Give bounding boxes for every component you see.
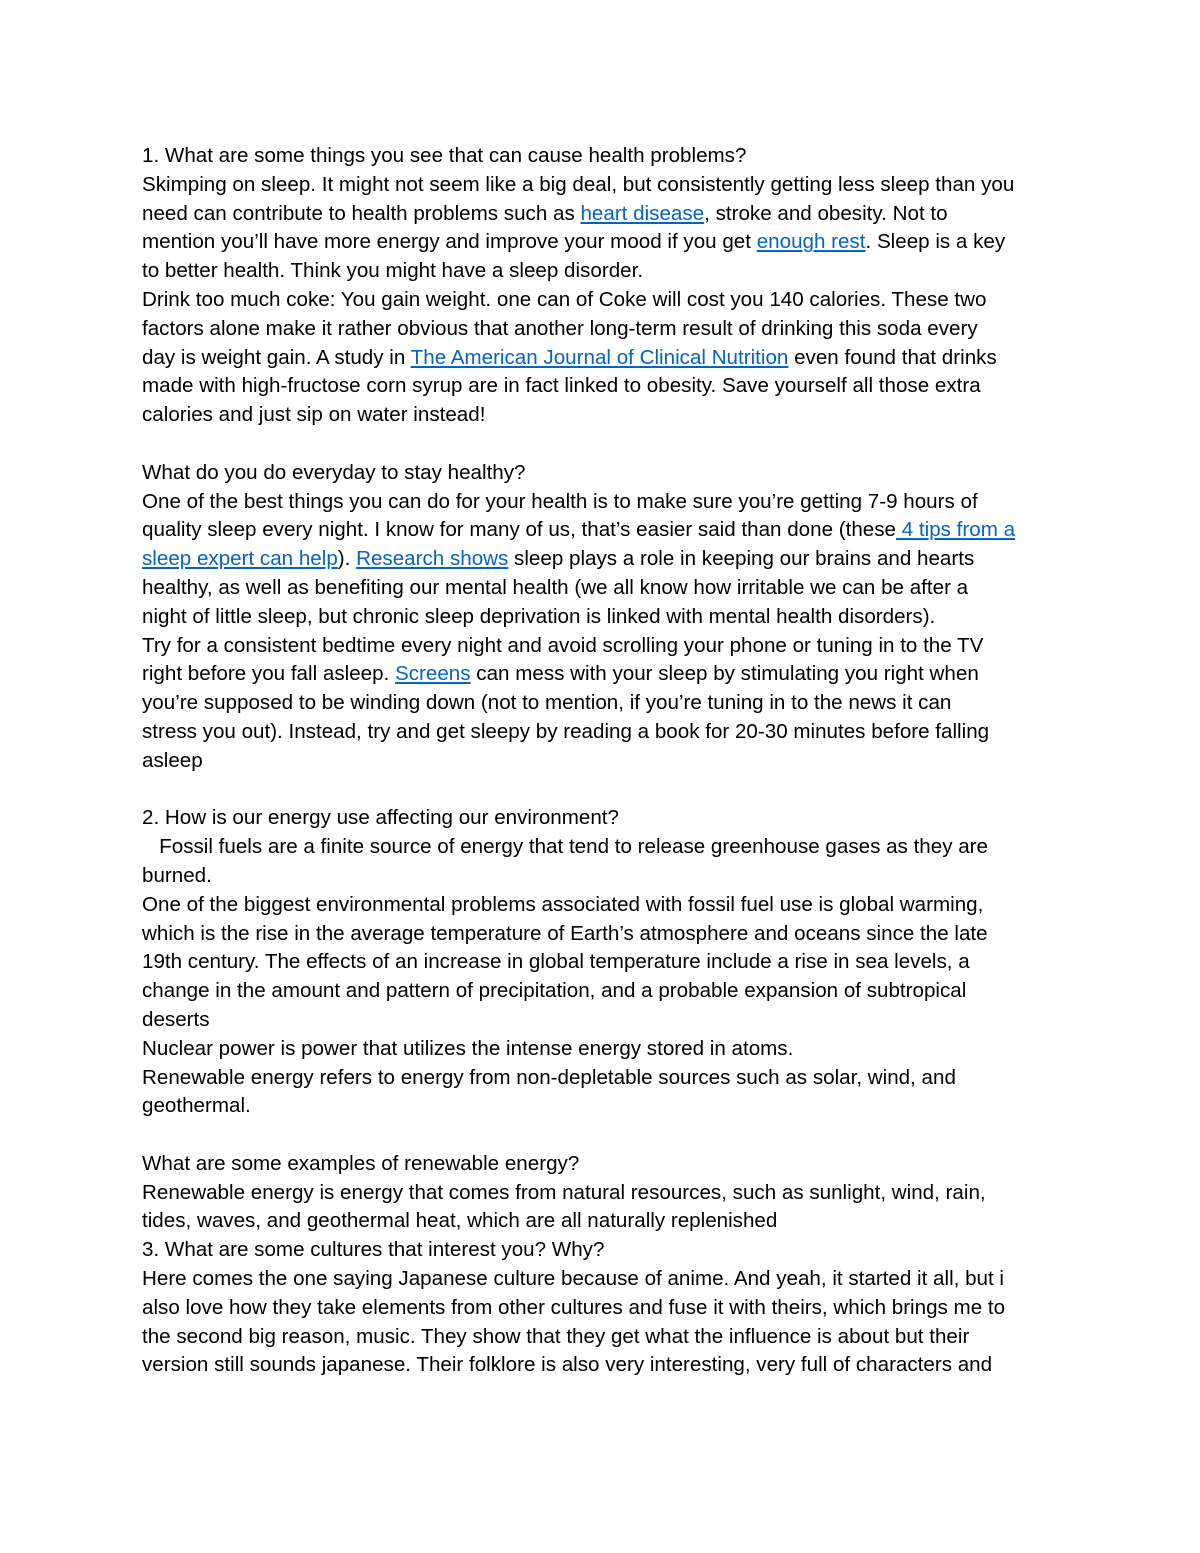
text-line: deserts (142, 1007, 210, 1031)
text-line (142, 516, 1067, 545)
text-line: One of the biggest environmental problems associated with fossil fuel use is global warming, (142, 892, 984, 916)
question-renewable-heading: What are some examples of renewable energy? (142, 1151, 580, 1175)
text-line: Try for a consistent bedtime every night and avoid scrolling your phone or tuning in to the TV (142, 633, 984, 657)
text-line: asleep (142, 748, 203, 772)
text-run: need can contribute to health problems such as (142, 201, 581, 225)
text-run: . Sleep is a key (865, 230, 1006, 254)
text-line (142, 200, 1067, 229)
text-run: even found that drinks (788, 345, 997, 369)
text-line: Nuclear power is power that utilizes the intense energy stored in atoms. (142, 1036, 794, 1060)
blank-line (142, 776, 1067, 805)
text-run: sleep plays a role in keeping our brains and hearts (508, 547, 975, 571)
text-line: stress you out). Instead, try and get sleepy by reading a book for 20-30 minutes before falling (142, 719, 990, 743)
text-line: geothermal. (142, 1094, 251, 1118)
text-line: also love how they take elements from other cultures and fuse it with theirs, which brings me to (142, 1295, 1006, 1319)
text-line: healthy, as well as benefiting our mental health (we all know how irritable we can be after a (142, 575, 969, 599)
text-line: the second big reason, music. They show that they get what the influence is about but their (142, 1324, 970, 1348)
text-line: which is the rise in the average temperature of Earth’s atmosphere and oceans since the late (142, 921, 988, 945)
text-run: mention you’ll have more energy and improve your mood if you get (142, 230, 757, 254)
text-line (142, 660, 1067, 689)
text-line: tides, waves, and geothermal heat, which are all naturally replenished (142, 1209, 778, 1233)
text-line: factors alone make it rather obvious that another long-term result of drinking this soda every (142, 316, 978, 340)
text-line: burned. (142, 863, 212, 887)
text-line: Skimping on sleep. It might not seem like a big deal, but consistently getting less sleep than you (142, 172, 1015, 196)
text-run: day is weight gain. A study in (142, 345, 411, 369)
link-research-shows[interactable]: Research shows (356, 547, 509, 571)
question-2-heading: 2. How is our energy use affecting our environment? (142, 806, 619, 830)
link-sleep-expert-tips-cont[interactable]: sleep expert can help (142, 547, 338, 571)
text-line: Renewable energy refers to energy from non-depletable sources such as solar, wind, and (142, 1065, 956, 1089)
text-line: change in the amount and pattern of precipitation, and a probable expansion of subtropical (142, 979, 967, 1003)
question-3-heading: 3. What are some cultures that interest you? Why? (142, 1238, 605, 1262)
text-run: , stroke and obesity. Not to (704, 201, 948, 225)
document-page (142, 142, 1067, 1380)
text-line: to better health. Think you might have a sleep disorder. (142, 259, 644, 283)
text-run: ). (337, 547, 357, 571)
question-1-heading: 1. What are some things you see that can cause health problems? (142, 144, 747, 167)
text-line: night of little sleep, but chronic sleep deprivation is linked with mental health disorders). (142, 604, 936, 628)
question-healthy-heading: What do you do everyday to stay healthy? (142, 460, 526, 484)
text-line (142, 545, 1067, 574)
text-line: Here comes the one saying Japanese culture because of anime. And yeah, it started it all, but i (142, 1267, 1005, 1291)
text-run: right before you fall asleep. (142, 662, 395, 686)
blank-line (142, 430, 1067, 459)
link-american-journal-clinical-nutrition[interactable]: The American Journal of Clinical Nutrition (410, 345, 789, 369)
text-line: Renewable energy is energy that comes from natural resources, such as sunlight, wind, rain, (142, 1180, 986, 1204)
link-heart-disease[interactable]: heart disease (580, 201, 705, 225)
link-sleep-expert-tips[interactable]: 4 tips from a (896, 518, 1016, 542)
link-screens[interactable]: Screens (395, 662, 471, 686)
text-line: Fossil fuels are a finite source of energy that tend to release greenhouse gases as they are (142, 835, 988, 859)
text-line: calories and just sip on water instead! (142, 403, 486, 427)
text-line: version still sounds japanese. Their folklore is also very interesting, very full of characters and (142, 1353, 993, 1377)
text-line: One of the best things you can do for your health is to make sure you’re getting 7-9 hours of (142, 489, 978, 513)
text-line: Drink too much coke: You gain weight. one can of Coke will cost you 140 calories. These two (142, 287, 987, 311)
text-line: you’re supposed to be winding down (not to mention, if you’re tuning in to the news it can (142, 691, 952, 715)
blank-line (142, 1121, 1067, 1150)
text-run: can mess with your sleep by stimulating you right when (470, 662, 979, 686)
text-line (142, 228, 1067, 257)
text-line: 19th century. The effects of an increase in global temperature include a rise in sea levels, a (142, 950, 970, 974)
text-line: made with high-fructose corn syrup are in fact linked to obesity. Save yourself all those extra (142, 374, 981, 398)
text-run: quality sleep every night. I know for many of us, that’s easier said than done (these (142, 518, 897, 542)
text-line (142, 344, 1067, 373)
link-enough-rest[interactable]: enough rest (756, 230, 866, 254)
